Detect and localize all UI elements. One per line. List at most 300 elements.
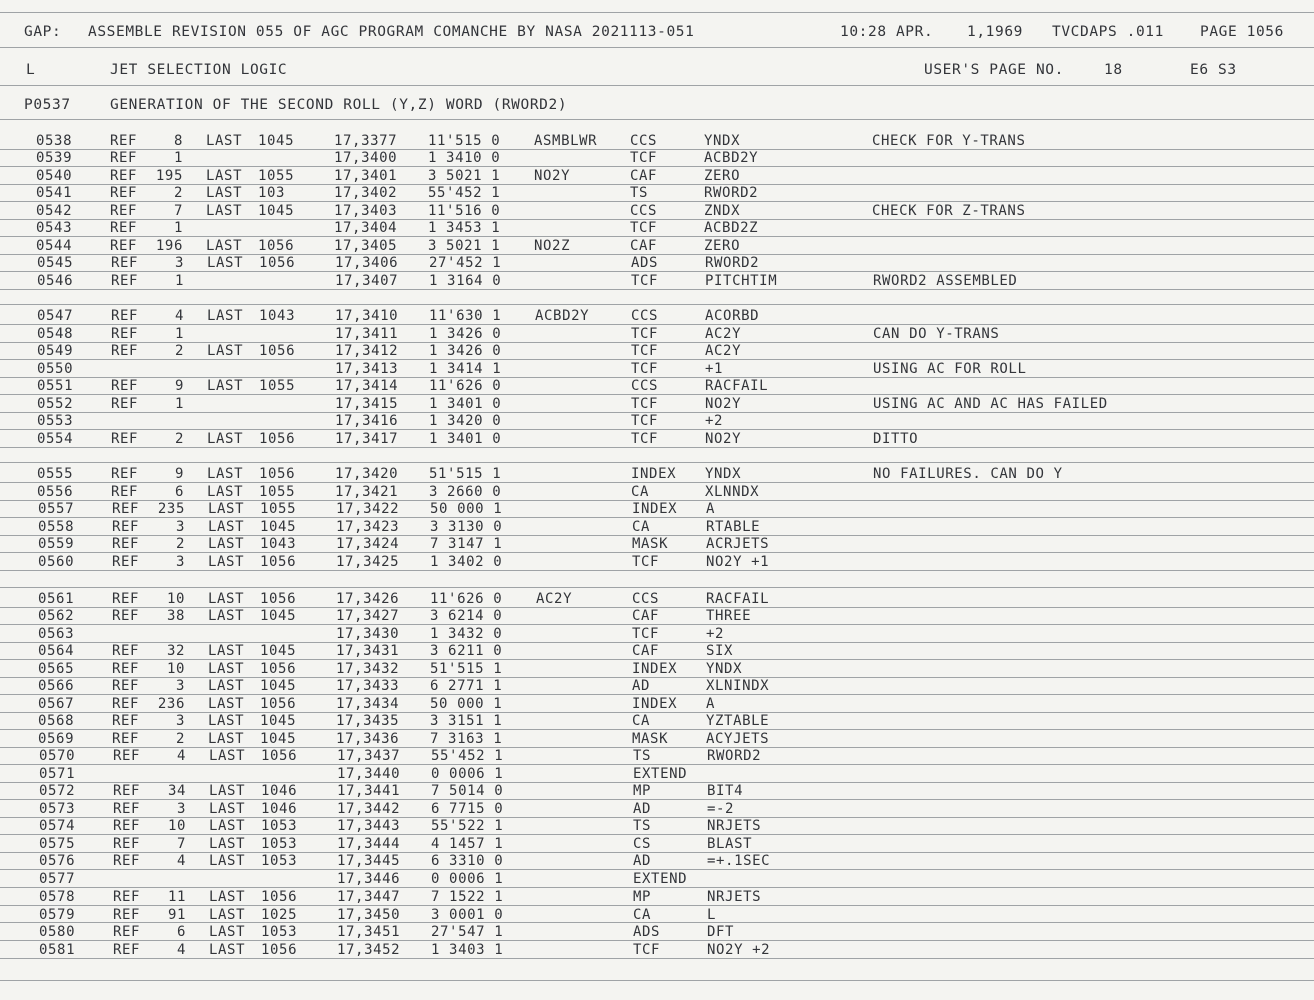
users-page-number: 18 — [1104, 62, 1123, 78]
cell-loc: 17,3445 — [337, 853, 401, 869]
listing-row — [0, 643, 1314, 659]
cell-refn: 1 — [174, 273, 184, 289]
cell-line: 0538 — [36, 133, 73, 149]
cell-last: LAST — [207, 343, 244, 359]
cell-ref: REF — [113, 907, 141, 923]
cell-line: 0545 — [37, 255, 74, 271]
cell-op: TCF — [631, 343, 659, 359]
cell-lastn: 1056 — [258, 238, 295, 254]
listing-row — [0, 608, 1314, 624]
cell-loc: 17,3424 — [336, 536, 400, 552]
cell-refn: 4 — [174, 308, 184, 324]
cell-line: 0549 — [37, 343, 74, 359]
cell-last: LAST — [208, 608, 245, 624]
listing-row — [0, 818, 1314, 834]
cell-ref: REF — [110, 185, 138, 201]
cell-last: LAST — [207, 255, 244, 271]
listing-row — [0, 378, 1314, 394]
ruled-line — [0, 764, 1314, 765]
cell-line: 0541 — [36, 185, 73, 201]
cell-op: CA — [633, 907, 652, 923]
cell-ref: REF — [111, 378, 139, 394]
cell-word: 11'515 0 — [428, 133, 501, 149]
cell-operand: YZTABLE — [706, 713, 770, 729]
cell-operand: L — [707, 907, 717, 923]
cell-last: LAST — [208, 519, 245, 535]
p-line-number: P0537 — [24, 97, 71, 113]
cell-last: LAST — [208, 591, 245, 607]
listing-row — [0, 536, 1314, 552]
listing-row — [0, 766, 1314, 782]
ruled-line — [0, 905, 1314, 906]
cell-op: CAF — [630, 238, 658, 254]
cell-operand: AC2Y — [705, 326, 742, 342]
cell-op: TS — [630, 185, 649, 201]
cell-last: LAST — [207, 431, 244, 447]
cell-loc: 17,3422 — [336, 501, 400, 517]
listing-row — [0, 626, 1314, 642]
cell-ref: REF — [112, 678, 140, 694]
cell-op: INDEX — [632, 661, 678, 677]
listing-row — [0, 484, 1314, 500]
listing-row — [0, 326, 1314, 342]
users-page-label: USER'S PAGE NO. — [924, 62, 1064, 78]
cell-ref: REF — [112, 501, 140, 517]
cell-ref: REF — [111, 396, 139, 412]
ruled-line — [0, 869, 1314, 870]
cell-last: LAST — [209, 889, 246, 905]
listing-row — [0, 678, 1314, 694]
listing-row — [0, 924, 1314, 940]
cell-op: CAF — [630, 168, 658, 184]
cell-operand: PITCHTIM — [705, 273, 778, 289]
cell-last: LAST — [208, 643, 245, 659]
cell-last: LAST — [209, 801, 246, 817]
cell-word: 55'452 1 — [428, 185, 501, 201]
cell-op: EXTEND — [633, 871, 688, 887]
cell-word: 1 3401 0 — [429, 396, 502, 412]
cell-operand: RWORD2 — [704, 185, 759, 201]
ruled-line — [0, 587, 1314, 588]
cell-ref: REF — [112, 696, 140, 712]
cell-lastn: 1045 — [258, 203, 295, 219]
listing-row — [0, 133, 1314, 149]
cell-refn: 34 — [167, 783, 186, 799]
cell-ref: REF — [113, 748, 141, 764]
cell-operand: =-2 — [707, 801, 735, 817]
cell-operand: THREE — [706, 608, 752, 624]
cell-op: TCF — [631, 431, 659, 447]
cell-op: TCF — [631, 326, 659, 342]
cell-ref: REF — [113, 889, 141, 905]
cell-line: 0556 — [37, 484, 74, 500]
ruled-line — [0, 271, 1314, 272]
cell-loc: 17,3406 — [335, 255, 399, 271]
cell-word: 6 3310 0 — [431, 853, 504, 869]
cell-op: TCF — [630, 150, 658, 166]
cell-op: CCS — [631, 378, 659, 394]
cell-ref: REF — [111, 466, 139, 482]
cell-line: 0564 — [38, 643, 75, 659]
cell-op: INDEX — [632, 696, 678, 712]
cell-word: 55'522 1 — [431, 818, 504, 834]
listing-row — [0, 238, 1314, 254]
ruled-line — [0, 12, 1314, 13]
cell-loc: 17,3437 — [337, 748, 401, 764]
cell-word: 11'626 0 — [429, 378, 502, 394]
cell-operand: ACBD2Z — [704, 220, 759, 236]
cell-op: CA — [632, 519, 651, 535]
cell-lastn: 1053 — [261, 853, 298, 869]
cell-lastn: 1053 — [261, 836, 298, 852]
cell-operand: RACFAIL — [706, 591, 770, 607]
print-time: 10:28 APR. — [840, 24, 934, 40]
listing-row — [0, 871, 1314, 887]
cell-op: CAF — [632, 608, 660, 624]
cell-operand: ACORBD — [705, 308, 760, 324]
cell-word: 1 3401 0 — [429, 431, 502, 447]
cell-refn: 1 — [174, 326, 184, 342]
cell-operand: =+.1SEC — [707, 853, 771, 869]
cell-op: TCF — [632, 626, 660, 642]
cell-op: CA — [632, 713, 651, 729]
ruled-line — [0, 887, 1314, 888]
ruled-line — [0, 119, 1314, 120]
cell-refn: 9 — [174, 378, 184, 394]
cell-op: CS — [633, 836, 652, 852]
cell-op: TCF — [631, 413, 659, 429]
cell-lastn: 1055 — [259, 378, 296, 394]
cell-refn: 2 — [173, 185, 183, 201]
cell-line: 0570 — [39, 748, 76, 764]
cell-last: LAST — [209, 924, 246, 940]
cell-ref: REF — [112, 591, 140, 607]
cell-refn: 9 — [174, 466, 184, 482]
cell-operand: ACYJETS — [706, 731, 770, 747]
cell-operand: NRJETS — [707, 818, 762, 834]
ruled-line — [0, 462, 1314, 463]
cell-op: CCS — [630, 133, 658, 149]
cell-operand: RWORD2 — [707, 748, 762, 764]
cell-refn: 6 — [174, 484, 184, 500]
listing-row — [0, 591, 1314, 607]
ruled-line — [0, 517, 1314, 518]
cell-ref: REF — [112, 713, 140, 729]
cell-loc: 17,3434 — [336, 696, 400, 712]
cell-refn: 235 — [157, 501, 185, 517]
cell-loc: 17,3452 — [337, 942, 401, 958]
cell-loc: 17,3401 — [334, 168, 398, 184]
cell-lastn: 1056 — [259, 466, 296, 482]
cell-line: 0552 — [37, 396, 74, 412]
cell-word: 1 3410 0 — [428, 150, 501, 166]
cell-refn: 1 — [173, 220, 183, 236]
cell-lastn: 1045 — [260, 678, 297, 694]
cell-lastn: 1056 — [261, 889, 298, 905]
cell-op: MASK — [632, 536, 669, 552]
cell-ref: REF — [113, 836, 141, 852]
cell-line: 0580 — [39, 924, 76, 940]
cell-word: 1 3426 0 — [429, 343, 502, 359]
cell-word: 1 3403 1 — [431, 942, 504, 958]
cell-operand: ZERO — [704, 168, 741, 184]
cell-refn: 32 — [166, 643, 185, 659]
cell-line: 0568 — [38, 713, 75, 729]
cell-op: CA — [631, 484, 650, 500]
cell-last: LAST — [208, 713, 245, 729]
cell-op: CCS — [631, 308, 659, 324]
cell-line: 0572 — [39, 783, 76, 799]
listing-row — [0, 273, 1314, 289]
cell-last: LAST — [209, 748, 246, 764]
cell-refn: 10 — [166, 591, 185, 607]
cell-op: AD — [632, 678, 651, 694]
cell-line: 0540 — [36, 168, 73, 184]
cell-lastn: 1056 — [260, 591, 297, 607]
cell-line: 0544 — [36, 238, 73, 254]
cell-ref: REF — [113, 924, 141, 940]
ruled-line — [0, 289, 1314, 290]
cell-word: 3 6211 0 — [430, 643, 503, 659]
cell-word: 7 5014 0 — [431, 783, 504, 799]
cell-loc: 17,3431 — [336, 643, 400, 659]
cell-refn: 11 — [167, 889, 186, 905]
cell-last: LAST — [209, 907, 246, 923]
cell-op: CAF — [632, 643, 660, 659]
cell-ref: REF — [112, 608, 140, 624]
cell-last: LAST — [206, 133, 243, 149]
ruled-line — [0, 359, 1314, 360]
cell-line: 0547 — [37, 308, 74, 324]
cell-refn: 10 — [166, 661, 185, 677]
cell-line: 0559 — [38, 536, 75, 552]
cell-word: 1 3164 0 — [429, 273, 502, 289]
cell-lastn: 1043 — [260, 536, 297, 552]
cell-operand: NO2Y +1 — [706, 554, 770, 570]
print-date: 1,1969 — [967, 24, 1023, 40]
cell-last: LAST — [209, 783, 246, 799]
cell-refn: 6 — [176, 924, 186, 940]
cell-lastn: 1056 — [260, 696, 297, 712]
cell-lastn: 1045 — [260, 713, 297, 729]
cell-refn: 3 — [175, 554, 185, 570]
cell-line: 0579 — [39, 907, 76, 923]
cell-op: TCF — [631, 396, 659, 412]
cell-operand: NRJETS — [707, 889, 762, 905]
cell-operand: RWORD2 — [705, 255, 760, 271]
cell-ref: REF — [110, 203, 138, 219]
cell-ref: REF — [111, 431, 139, 447]
cell-last: LAST — [207, 484, 244, 500]
cell-loc: 17,3412 — [335, 343, 399, 359]
cell-line: 0561 — [38, 591, 75, 607]
gap-label: GAP: — [24, 24, 62, 40]
ruled-line — [0, 394, 1314, 395]
cell-loc: 17,3425 — [336, 554, 400, 570]
cell-word: 0 0006 1 — [431, 766, 504, 782]
cell-loc: 17,3443 — [337, 818, 401, 834]
cell-loc: 17,3404 — [334, 220, 398, 236]
cell-refn: 2 — [174, 343, 184, 359]
cell-word: 1 3432 0 — [430, 626, 503, 642]
cell-line: 0542 — [36, 203, 73, 219]
cell-operand: NO2Y +2 — [707, 942, 771, 958]
cell-line: 0548 — [37, 326, 74, 342]
ruled-line — [0, 47, 1314, 48]
cell-loc: 17,3421 — [335, 484, 399, 500]
ruled-line — [0, 729, 1314, 730]
assemble-title: ASSEMBLE REVISION 055 OF AGC PROGRAM COMANCHE BY NASA 2021113-051 — [88, 24, 695, 40]
cell-refn: 2 — [175, 536, 185, 552]
cell-word: 11'626 0 — [430, 591, 503, 607]
cell-comment: RWORD2 ASSEMBLED — [873, 273, 1018, 289]
ruled-line — [0, 799, 1314, 800]
cell-operand: BIT4 — [707, 783, 744, 799]
cell-loc: 17,3432 — [336, 661, 400, 677]
cell-refn: 10 — [167, 818, 186, 834]
ruled-line — [0, 447, 1314, 448]
cell-loc: 17,3414 — [335, 378, 399, 394]
cell-line: 0554 — [37, 431, 74, 447]
cell-lastn: 1045 — [260, 731, 297, 747]
cell-loc: 17,3447 — [337, 889, 401, 905]
section-code: E6 S3 — [1190, 62, 1237, 78]
cell-op: AD — [633, 853, 652, 869]
cell-line: 0565 — [38, 661, 75, 677]
listing-row — [0, 942, 1314, 958]
cell-last: LAST — [206, 203, 243, 219]
ruled-line — [0, 834, 1314, 835]
cell-lastn: 1055 — [258, 168, 295, 184]
cell-ref: REF — [111, 484, 139, 500]
cell-lastn: 1055 — [260, 501, 297, 517]
cell-operand: RTABLE — [706, 519, 761, 535]
cell-last: LAST — [209, 818, 246, 834]
cell-lastn: 1045 — [260, 643, 297, 659]
cell-word: 3 0001 0 — [431, 907, 504, 923]
cell-lastn: 1053 — [261, 818, 298, 834]
cell-op: TS — [633, 818, 652, 834]
cell-word: 0 0006 1 — [431, 871, 504, 887]
cell-loc: 17,3410 — [335, 308, 399, 324]
cell-word: 55'452 1 — [431, 748, 504, 764]
cell-loc: 17,3411 — [335, 326, 399, 342]
cell-ref: REF — [113, 818, 141, 834]
cell-word: 1 3402 0 — [430, 554, 503, 570]
cell-last: LAST — [206, 168, 243, 184]
cell-loc: 17,3433 — [336, 678, 400, 694]
cell-word: 3 3151 1 — [430, 713, 503, 729]
cell-op: INDEX — [631, 466, 677, 482]
ruled-line — [0, 324, 1314, 325]
cell-word: 3 6214 0 — [430, 608, 503, 624]
cell-last: LAST — [206, 238, 243, 254]
log-letter: L — [26, 62, 36, 78]
cell-refn: 7 — [173, 203, 183, 219]
cell-operand: ZNDX — [704, 203, 741, 219]
listing-row — [0, 783, 1314, 799]
cell-operand: RACFAIL — [705, 378, 769, 394]
cell-word: 1 3453 1 — [428, 220, 501, 236]
listing-row — [0, 501, 1314, 517]
cell-operand: XLNINDX — [706, 678, 770, 694]
listing-row — [0, 185, 1314, 201]
cell-ref: REF — [113, 942, 141, 958]
cell-last: LAST — [209, 853, 246, 869]
cell-operand: AC2Y — [705, 343, 742, 359]
cell-refn: 196 — [155, 238, 183, 254]
ruled-line — [0, 624, 1314, 625]
cell-last: LAST — [208, 501, 245, 517]
cell-op: TCF — [633, 942, 661, 958]
cell-operand: A — [706, 696, 716, 712]
listing-row — [0, 696, 1314, 712]
cell-comment: NO FAILURES. CAN DO Y — [873, 466, 1063, 482]
cell-refn: 3 — [175, 678, 185, 694]
cell-line: 0558 — [38, 519, 75, 535]
ruled-line — [0, 570, 1314, 571]
cell-ref: REF — [111, 273, 139, 289]
listing-row — [0, 907, 1314, 923]
cell-last: LAST — [209, 836, 246, 852]
cell-lastn: 1056 — [260, 554, 297, 570]
cell-label: ASMBLWR — [534, 133, 598, 149]
cell-line: 0546 — [37, 273, 74, 289]
cell-ref: REF — [110, 150, 138, 166]
cell-ref: REF — [111, 255, 139, 271]
cell-refn: 1 — [174, 396, 184, 412]
cell-word: 3 2660 0 — [429, 484, 502, 500]
ruled-line — [0, 940, 1314, 941]
cell-operand: SIX — [706, 643, 734, 659]
cell-line: 0555 — [37, 466, 74, 482]
cell-loc: 17,3430 — [336, 626, 400, 642]
cell-lastn: 1045 — [260, 608, 297, 624]
cell-operand: +1 — [705, 361, 724, 377]
cell-lastn: 1053 — [261, 924, 298, 940]
cell-refn: 8 — [173, 133, 183, 149]
cell-comment: USING AC FOR ROLL — [873, 361, 1027, 377]
listing-row — [0, 466, 1314, 482]
cell-last: LAST — [208, 696, 245, 712]
listing-row — [0, 731, 1314, 747]
page-number: PAGE 1056 — [1200, 24, 1284, 40]
cell-last: LAST — [208, 678, 245, 694]
cell-refn: 3 — [176, 801, 186, 817]
cell-line: 0571 — [39, 766, 76, 782]
cell-op: MP — [633, 889, 652, 905]
cell-ref: REF — [112, 519, 140, 535]
cell-loc: 17,3415 — [335, 396, 399, 412]
cell-ref: REF — [110, 220, 138, 236]
cell-last: LAST — [206, 185, 243, 201]
cell-last: LAST — [208, 731, 245, 747]
cell-loc: 17,3413 — [335, 361, 399, 377]
cell-last: LAST — [207, 378, 244, 394]
cell-line: 0563 — [38, 626, 75, 642]
cell-operand: ZERO — [704, 238, 741, 254]
cell-line: 0581 — [39, 942, 76, 958]
cell-word: 27'547 1 — [431, 924, 504, 940]
listing-row — [0, 713, 1314, 729]
cell-op: CCS — [632, 591, 660, 607]
cell-line: 0550 — [37, 361, 74, 377]
cell-loc: 17,3427 — [336, 608, 400, 624]
cell-ref: REF — [110, 238, 138, 254]
ruled-line — [0, 482, 1314, 483]
cell-line: 0566 — [38, 678, 75, 694]
ruled-line — [0, 958, 1314, 959]
